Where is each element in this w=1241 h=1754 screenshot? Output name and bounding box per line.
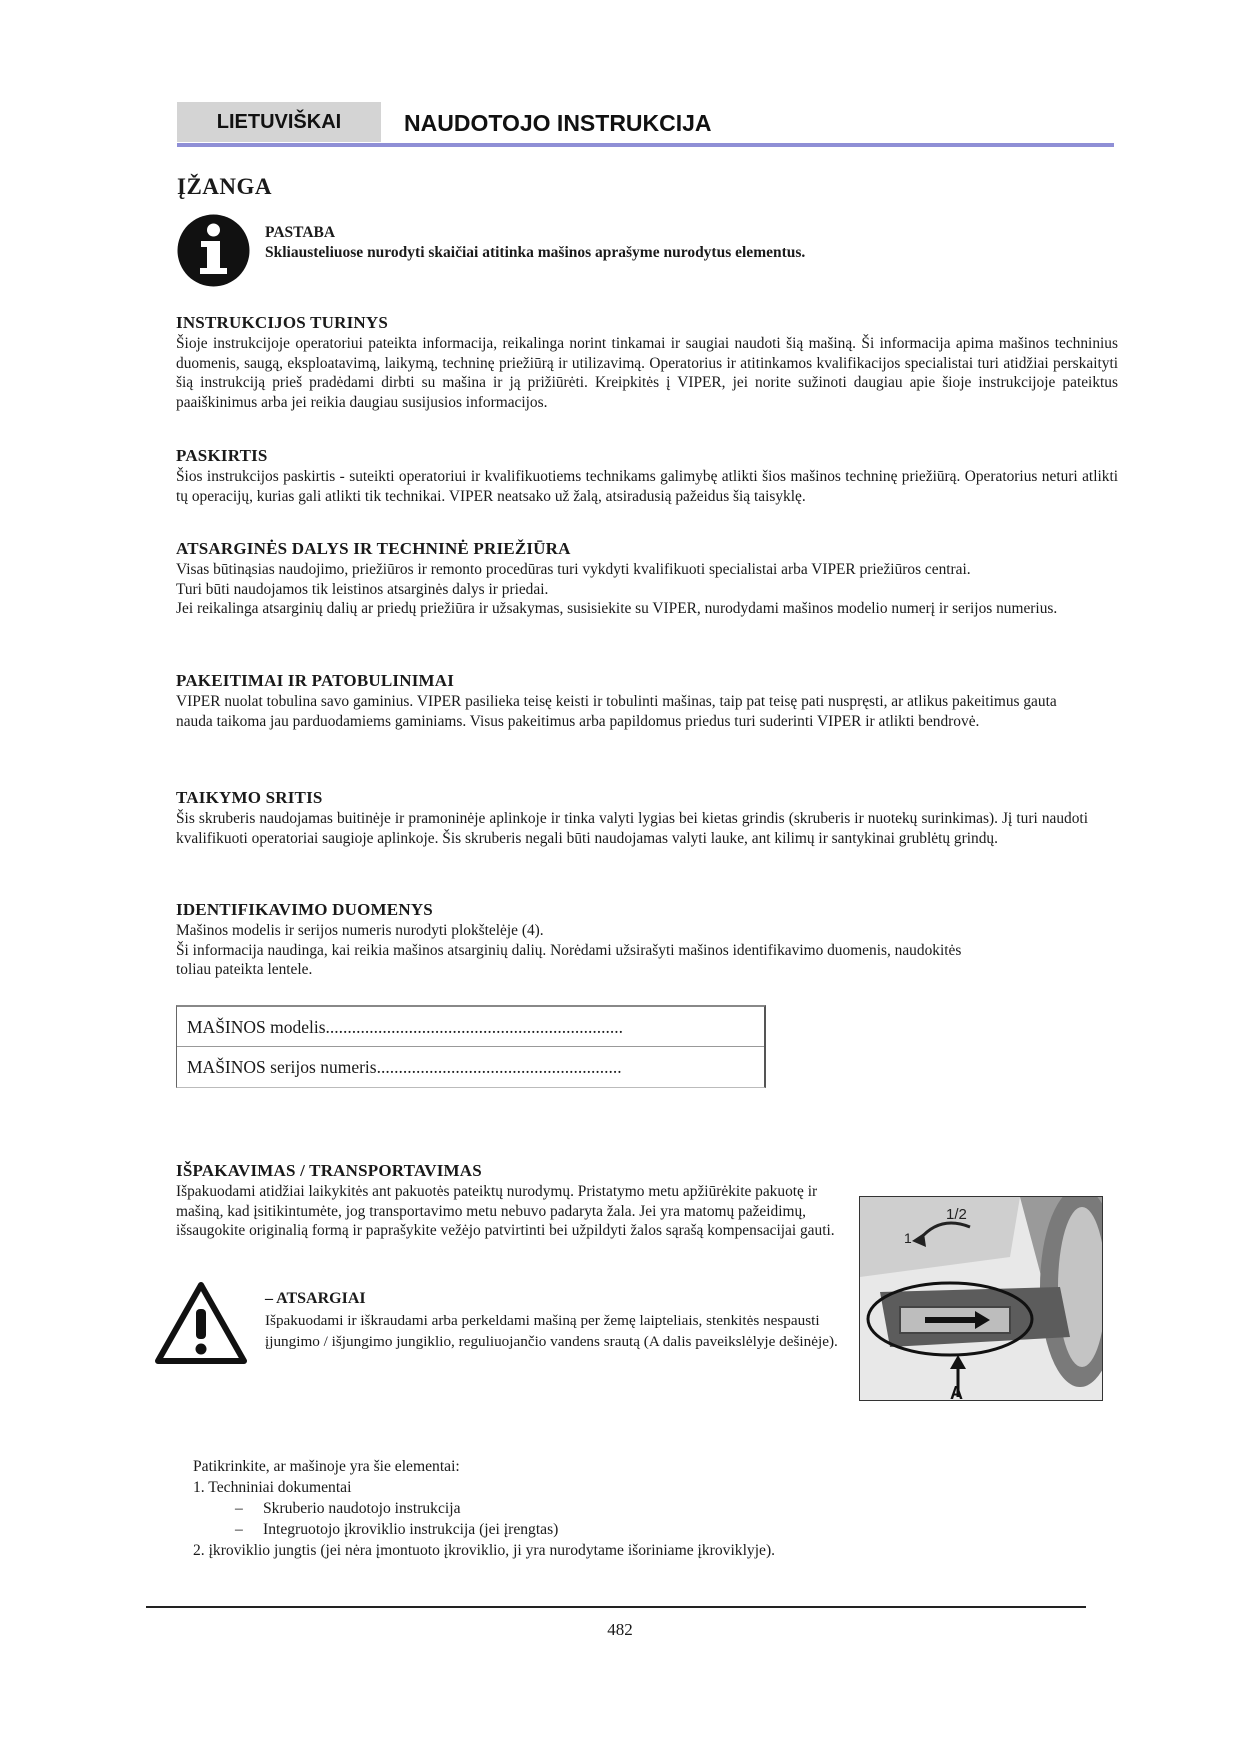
note-block [265, 223, 1105, 263]
section-heading: TAIKYMO SRITIS [176, 788, 323, 807]
checklist-intro: Patikrinkite, ar mašinoje yra šie elementai: [193, 1458, 460, 1475]
checklist-subitem-label: Skruberio naudotojo instrukcija [263, 1500, 461, 1517]
dash-bullet: – [235, 1521, 243, 1538]
section-scope [176, 787, 1118, 848]
section-text: VIPER nuolat tobulina savo gaminius. VIPER pasilieka teisę keisti ir tobulinti mašinas, taip pat teisę pati nuspręsti, ar atlikus pakeitimus gauta nauda taikoma jau parduodamiems gaminiams. Visus pakeitimus arba papildomus priedus turi suderinti VIPER ir atlikti bendrovė. [176, 693, 1057, 730]
section-heading: IŠPAKAVIMAS / TRANSPORTAVIMAS [176, 1161, 482, 1180]
section-text: Šis skruberis naudojamas buitinėje ir pramoninėje aplinkoje ir tinka valyti lygias bei kietas grindis (skruberis ir nuotekų surinkimas). Jį turi naudoti kvalifikuoti operatoriai saugioje aplinkoje. Šis skruberis negali būti naudojamas valyti lauke, ant kilimų ir santykinai grublėtų grindų. [176, 810, 1088, 847]
section-heading: PAKEITIMAI IR PATOBULINIMAI [176, 671, 455, 690]
info-icon [176, 213, 251, 288]
section-heading: ATSARGINĖS DALYS IR TECHNINĖ PRIEŽIŪRA [176, 539, 571, 558]
model-field: MAŠINOS modelis.................................................................... [177, 1007, 764, 1047]
warning-title: – ATSARGIAI [265, 1290, 366, 1307]
section-text-line: Jei reikalinga atsarginių dalių ar priedų priežiūra ir užsakymas, susisiekite su VIPER, nurodydami mašinos modelio numerį ir serijos numerius. [176, 600, 1058, 617]
section-heading: INSTRUKCIJOS TURINYS [176, 313, 388, 332]
section-text-line: Turi būti naudojamos tik leistinos atsarginės dalys ir priedai. [176, 580, 549, 598]
checklist-item: 1. Techniniai dokumentai [193, 1479, 352, 1496]
section-text-line: Mašinos modelis ir serijos numeris nurodyti plokštelėje (4). [176, 922, 544, 939]
header-divider [177, 143, 1114, 147]
section-identification [176, 899, 1118, 980]
section-text: Šios instrukcijos paskirtis - suteikti operatoriui ir kvalifikuotiems technikams galimybę atlikti šios mašinos techninę priežiūrą. Operatorius neturi atlikti tų operacijų, kurias gali atlikti tik technikai. VIPER neatsako už žalą, atsiradusią pažeidus šią taisyklę. [176, 468, 1118, 505]
figure-label-half: 1/2 [946, 1206, 967, 1223]
serial-field: MAŠINOS serijos numeris........................................................ [187, 1057, 622, 1077]
switch-illustration [860, 1197, 1103, 1401]
section-heading: PASKIRTIS [176, 446, 268, 465]
section-contents [176, 312, 1118, 412]
section-text-line: Ši informacija naudinga, kai reikia mašinos atsarginių dalių. Norėdami užsirašyti mašinos identifikavimo duomenis, naudokitės toliau pateikta lentele. [176, 941, 962, 978]
section-text: Išpakuodami atidžiai laikykitės ant pakuotės pateiktų nurodymų. Pristatymo metu apžiūrėkite pakuotę ir mašiną, kad įsitikintumėte, jog transportavimo metu nebuvo padaryta žala. Jei yra matomų pažeidimų, išsaugokite originalią formą ir paprašykite vežėjo patvirtinti bei užpildyti žalos sąrašą kompensacijai gauti. [176, 1183, 835, 1239]
figure-label-a: A [950, 1383, 963, 1401]
section-purpose [176, 445, 1118, 506]
intro-heading: ĮŽANGA [177, 174, 273, 199]
dash-bullet: – [235, 1500, 243, 1517]
note-title: PASTABA [265, 224, 336, 241]
section-changes [176, 670, 1118, 731]
warning-text: Išpakuodami ir iškraudami arba perkeldami mašiną per žemę laipteliais, stenkitės nespausti įjungimo / išjungimo jungiklio, reguliuojančio vandens srautą (A dalis paveikslėlyje dešinėje). [265, 1312, 838, 1350]
checklist-subitem-label: Integruotojo įkroviklio instrukcija (jei įrengtas) [263, 1521, 559, 1538]
footer-divider [146, 1606, 1086, 1608]
warning-block [265, 1288, 855, 1352]
page-number: 482 [607, 1620, 633, 1639]
checklist [193, 1456, 1093, 1561]
section-text: Šioje instrukcijoje operatoriui pateikta informacija, reikalinga norint tinkamai ir saugiai naudoti šią mašiną. Ši informacija apima mašinos techninius duomenis, saugą, eksploatavimą, laikymą, techninę priežiūrą ir utilizavimą. Operatorius ir atitinkamos kvalifikacijos specialistai turi atidžiai perskaityti šią instrukciją prieš pradėdami dirbti su mašina ir ją prižiūrėti. Kreipkitės į VIPER, jei norite sužinoti daugiau apie šioje instrukcijoje pateiktus paaiškinimus arba jei reikia daugiau susijusios informacijos. [176, 335, 1118, 411]
section-heading: IDENTIFIKAVIMO DUOMENYS [176, 900, 433, 919]
section-text-line: Visas būtinąsias naudojimo, priežiūros ir remonto procedūras turi vykdyti kvalifikuoti specialistai arba VIPER priežiūros centrai. [176, 561, 971, 578]
identification-form [176, 1005, 766, 1088]
section-unpacking [176, 1160, 876, 1241]
checklist-item: 2. įkroviklio jungtis (jei nėra įmontuoto įkroviklio, ji yra nurodytame išoriniame įkroviklyje). [193, 1542, 776, 1559]
switch-figure [859, 1196, 1103, 1401]
figure-label-one: 1 [904, 1230, 912, 1246]
language-tab: LIETUVIŠKAI [177, 102, 381, 142]
checklist-subitem [193, 1498, 1093, 1519]
document-title: NAUDOTOJO INSTRUKCIJA [404, 110, 712, 136]
section-spare-parts [176, 538, 1118, 619]
warning-icon [155, 1282, 247, 1364]
checklist-subitem [193, 1519, 1093, 1540]
note-text: Skliausteliuose nurodyti skaičiai atitinka mašinos aprašyme nurodytus elementus. [265, 244, 806, 261]
